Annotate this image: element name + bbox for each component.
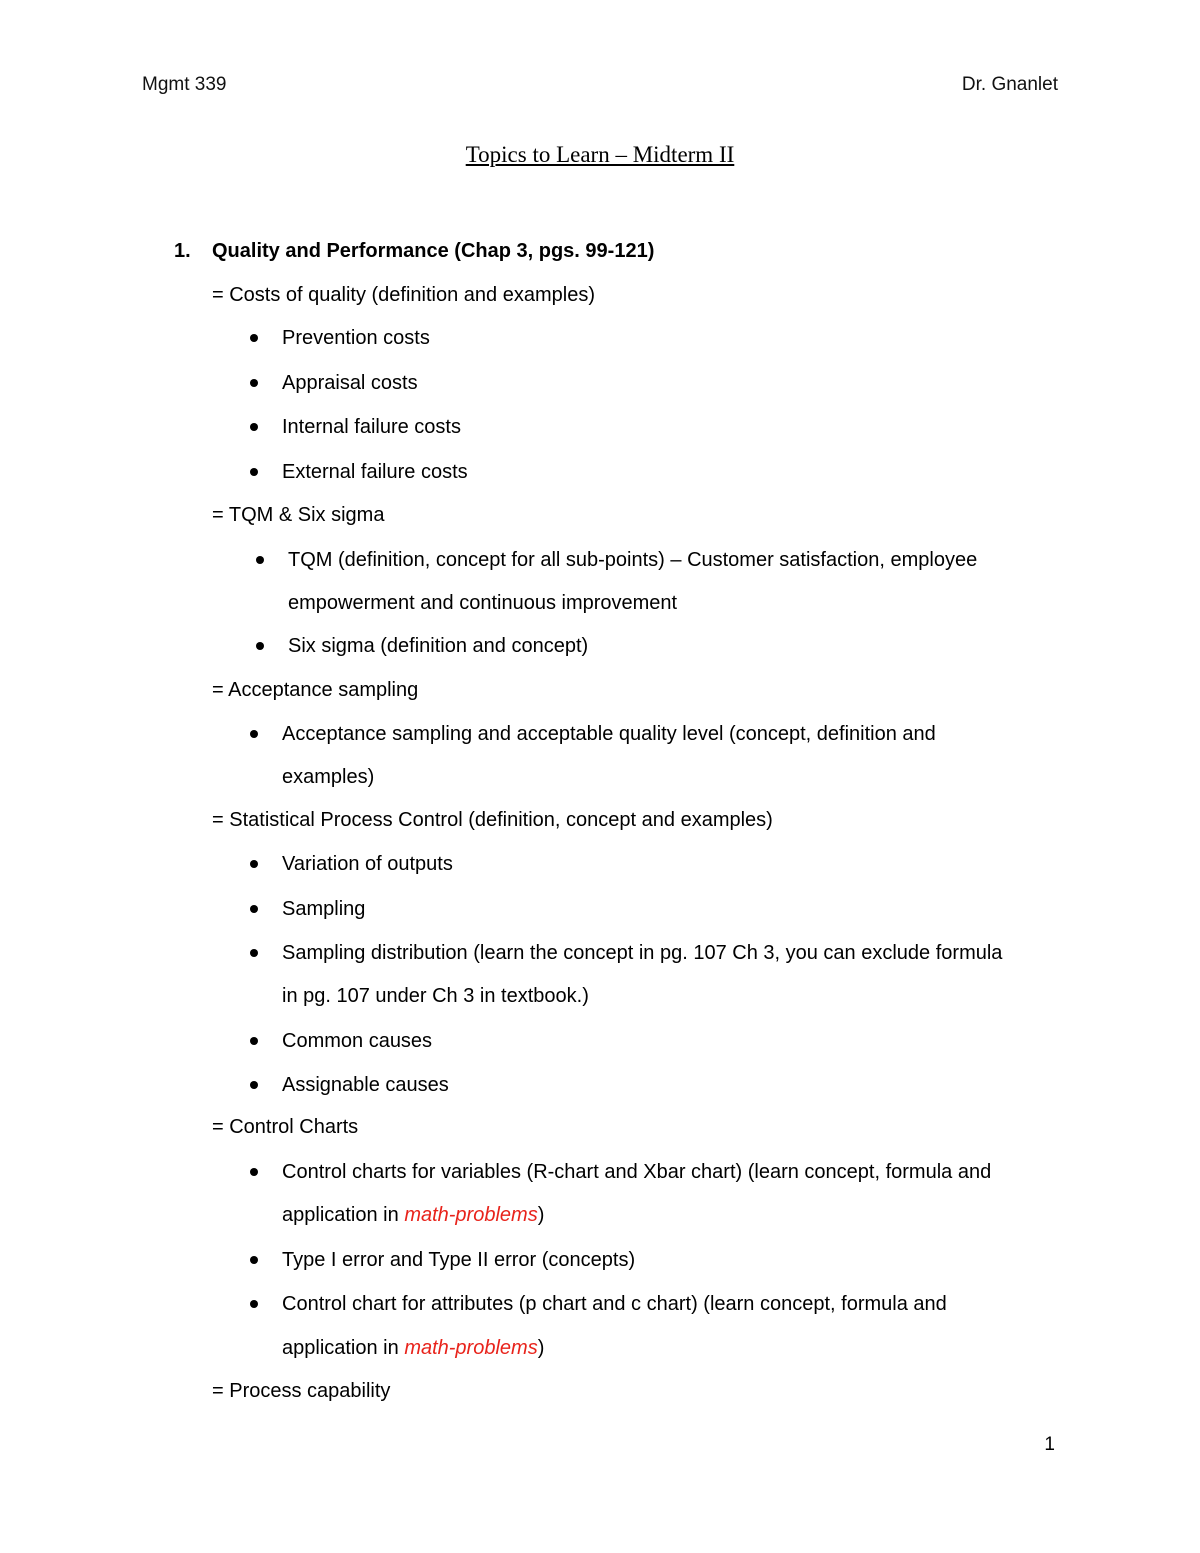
bullet-icon bbox=[250, 730, 258, 738]
list-item: Sampling bbox=[282, 898, 366, 920]
bullet-icon bbox=[250, 1037, 258, 1045]
list-item: Appraisal costs bbox=[282, 372, 418, 394]
list-item: Common causes bbox=[282, 1030, 433, 1052]
section-heading: Quality and Performance (Chap 3, pgs. 99-121) bbox=[212, 240, 655, 262]
list-item-continuation: in pg. 107 under Ch 3 in textbook.) bbox=[282, 985, 589, 1007]
text-fragment: ) bbox=[537, 1337, 545, 1359]
bullet-icon bbox=[256, 642, 264, 650]
text-fragment: ) bbox=[537, 1204, 545, 1226]
list-item-continuation: examples) bbox=[282, 766, 375, 788]
topic-process-capability: = Process capability bbox=[212, 1380, 391, 1402]
list-item-continuation bbox=[282, 1335, 544, 1361]
list-item: Variation of outputs bbox=[282, 853, 453, 875]
list-item: Control chart for attributes (p chart and c chart) (learn concept, formula and bbox=[282, 1293, 947, 1315]
instructor-name: Dr. Gnanlet bbox=[961, 74, 1058, 95]
topic-costs-of-quality: = Costs of quality (definition and examples) bbox=[212, 284, 595, 306]
bullet-icon bbox=[250, 1168, 258, 1176]
math-problems-highlight: math-problems bbox=[404, 1204, 538, 1226]
bullet-icon bbox=[250, 379, 258, 387]
math-problems-highlight: math-problems bbox=[404, 1337, 538, 1359]
bullet-icon bbox=[256, 556, 264, 564]
bullet-icon bbox=[250, 1300, 258, 1308]
topic-spc: = Statistical Process Control (definition, concept and examples) bbox=[212, 809, 773, 831]
list-item: Internal failure costs bbox=[282, 416, 461, 438]
list-item-continuation bbox=[282, 1202, 544, 1228]
list-item: TQM (definition, concept for all sub-points) – Customer satisfaction, employee bbox=[288, 549, 978, 571]
list-item: External failure costs bbox=[282, 461, 468, 483]
bullet-icon bbox=[250, 860, 258, 868]
bullet-icon bbox=[250, 949, 258, 957]
bullet-icon bbox=[250, 1081, 258, 1089]
list-item: Sampling distribution (learn the concept in pg. 107 Ch 3, you can exclude formula bbox=[282, 942, 1003, 964]
page-number: 1 bbox=[1044, 1434, 1055, 1455]
bullet-icon bbox=[250, 334, 258, 342]
text-fragment: application in bbox=[282, 1204, 405, 1226]
topic-control-charts: = Control Charts bbox=[212, 1116, 359, 1138]
section-number: 1. bbox=[174, 240, 191, 262]
list-item: Control charts for variables (R-chart and Xbar chart) (learn concept, formula and bbox=[282, 1161, 992, 1183]
page-title: Topics to Learn – Midterm II bbox=[465, 142, 735, 167]
bullet-icon bbox=[250, 1256, 258, 1264]
topic-acceptance-sampling: = Acceptance sampling bbox=[212, 679, 419, 701]
bullet-icon bbox=[250, 905, 258, 913]
bullet-icon bbox=[250, 468, 258, 476]
list-item-continuation: empowerment and continuous improvement bbox=[288, 592, 678, 614]
list-item: Six sigma (definition and concept) bbox=[288, 635, 589, 657]
list-item: Prevention costs bbox=[282, 327, 430, 349]
course-code: Mgmt 339 bbox=[142, 74, 227, 95]
bullet-icon bbox=[250, 423, 258, 431]
topic-tqm-six-sigma: = TQM & Six sigma bbox=[212, 504, 385, 526]
list-item: Assignable causes bbox=[282, 1074, 449, 1096]
list-item: Acceptance sampling and acceptable quality level (concept, definition and bbox=[282, 723, 936, 745]
list-item: Type I error and Type II error (concepts) bbox=[282, 1249, 636, 1271]
text-fragment: application in bbox=[282, 1337, 405, 1359]
